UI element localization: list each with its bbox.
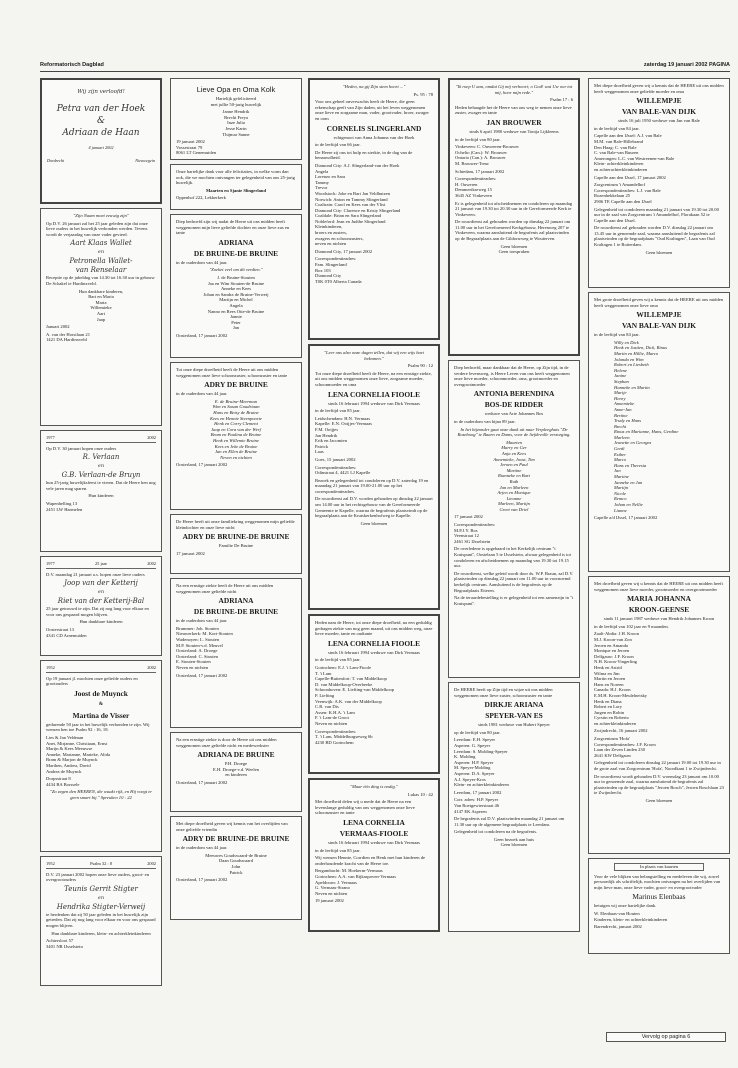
ad-body-3: De rouwdienst zal D.V. worden gehouden op dinsdag 22 januari om 14.00 uur in het rechtsgebouw van de Gereformeerde Gemeente te Kapelle, waarna de begrafenis plaatsvindt op de begraafplaats aan de Kruiskerkenhofweg te Kapelle. [315,496,433,519]
conjunction: & [98,701,104,707]
ad-body: Op D.V. 30 januari hopen onze ouders [46,445,117,451]
deceased-age: in de leeftijd van 85 jaar. [315,657,361,663]
correspondence-address: Zorgcentrum 'Hofa' Correspondentieadres: J.F. Kroon Laan der Zeven Linden 230 2641 KW Delfgauw [594,736,656,758]
deceased-name-2: DE BRUINE-DE BRUINE [193,607,279,617]
ad-signature: Geen bloemen [360,520,388,526]
ad-date: Januari 2002 [46,324,70,330]
ad-quote: In het bijzonder gaat onze dank uit naar Verpleeghuis "De Rozeboog" te Baarn en Dams, voor de liefdevolle verzorging. [457,426,571,438]
family-names: J. de Bruine-Stouten Jaa en Wim Stouten-de Bruine Anneke en Kees Johan en Sandra de Bruine-Verweij Martijn en Michel Angela Nanno en Rees Otte-de Bruine Jannie Peter Jan [203,274,269,331]
obituary-ad-adry [170,362,302,510]
deceased-spouse: sinds 16 februari 1994 weduwe van Dirk Vermaas [328,649,420,655]
year-left: 1952 [46,665,55,670]
ad-subtitle: Hartelijk gefeliciteerd met jullie 50-jarig huwelijk [210,96,262,107]
ad-body-2: De begrafenis zal D.V. plaatsvinden maandag 21 januari om 11.30 uur op de algemene begraafplaats te Leerdam. [454,816,565,827]
city-left: Dordrecht [47,158,65,163]
deceased-name: JAN BROUWER [486,117,542,127]
column-3 [308,78,440,936]
ad-title: Lieve Opa en Oma Kolk [196,85,276,94]
ad-body: Na een ernstige ziekte heeft de Heere uit ons midden weggenomen onze geliefde nicht [176,583,274,594]
deceased-spouse: sinds 6 april 1980 weduwe van Tonija Lijkleems [469,128,559,134]
ad-signature: Geen bloemen [645,798,673,803]
deceased-name: ADRY DE BRUINE-DE BRUINE [182,834,290,844]
ad-body: Voor ons geheel onverwachts heeft de Heere, die geen rekenschap geeft van Zijn daden, uit het leven weggenomen onze lieve en zorgzame man, vader, grootvader, broer, zwager en oom [315,99,429,121]
engagement-ad [40,78,162,204]
page-header [40,62,730,72]
deceased-spouse: weduwe van Arie Johannes Bos [484,411,544,417]
correspondence-address: Corr. adres: H.P. Speyer Van Roetgewierstraat 46 4147 EK Asperen [454,797,500,814]
ad-body: Met droefheid geven wij u kennis dat de HEERE uit ons midden heeft weggenomen onze lieve moeder, grootmoeder en overgrootmoeder [594,581,723,592]
person-name-1: Teunis Gerrit Stigter [64,884,138,893]
family-names: Capelle aan den IJssel: A.J. van Bale M.M. van Bale-Hillebrand Den Haag: C. van Bale C. van Bale-van Buuren Amerongen: L.C. van Westreenen-van Bale Klein- achterkleinkinderen en achterachterkleinkinderen [594,133,675,172]
deceased-spouse: echtgenoot van Anna Johanna van der Hoek [333,134,415,140]
ad-body-3: De rouwdienst zal gehouden worden D.V. dinsdag 22 januari om 13.45 uur in genoemde zaal, waarna aansluitend de begrafenis zal plaatsvinden op de begraafplaats "Oud Kralingen", Laan van Oud Kralingen 1 te Rotterdam. [594,225,715,248]
ad-body: Diep bedroefd, maar dankbaar dat de Heere, op Zijn tijd, in de verdere levensweg, is Heere Leven van ons heeft weggenomen onze lieve moeder, schoonmoeder, oma, grootmoeder en overgrootmoeder [454,365,570,387]
family-names: Janne Hendrik Brecht Freya Inze Julia Jesse Karin Thijmar Sanne [222,109,250,137]
family-names: Willy en Dick Henk en Justien, Dick, Rinus Martin en Hillie, Marco Jolanda en Wim Robert en Liesbeth Helene Janine Stephan Hanneke en Martin Marije Henry Annemieke Anne-Jan Bertine Trudy en Hans Brecht Rinus en Marianne, Hans, Gerdine Marleen Jeanette en Georges Gerdi Esther Marco Hans en Theresia Jan Martine Janneke en Jan Martijn Nicole Remco Johan en Nellie Lianne [614,339,679,513]
person-name-2: Hendrika Stigter-Verweij [56,902,146,911]
deceased-age: in de leeftijd van 66 jaar. [315,142,361,148]
conjunction: en [97,463,105,470]
ad-body-2: De overledene is opgebaard in het Kerkelijk centrum "t Kruispunt", Oostelaan 5 te IJsselstein, alwaar gelegenheid is tot condoleren en afscheidnemen op maandag van 19.30 tot 19.15 uur. [454,546,571,569]
ad-body: D.V. maandag 21 januari a.s. hopen onze lieve ouders [46,571,145,577]
ad-body-2: te herdenken dat zij 50 jaar geleden in het huwelijk zijn getreden. Dat zij nog lang voor elkaar en voor ons gespaard mogen blijven. [46,911,156,928]
newspaper-name: Reformatorisch Dagblad [40,62,104,68]
deceased-age: in de ouderdom van 44 jaar. [176,845,228,851]
person-name-2: G.B. Verlaan-de Bruyn [61,471,141,480]
person-name-1: Joost de Muynck [74,688,128,698]
continue-on-page-link[interactable]: Vervolg op pagina 6 [606,1032,726,1042]
bible-quote: "Zo zegen den HEEREN, die waakt rijk, en Hij voegt er geen smart bij." Spreuken 10 : 22 [49,789,153,800]
ad-body: De HEERE heeft op Zijn tijd en wijze uit ons midden weggenomen onze lieve zuster, schoonzuster en tante [454,687,553,698]
deceased-age: in de ouderdom van 44 jaar. [176,618,228,624]
obituary-ad-speyer [448,682,580,932]
anniversary-ad-stigter [40,856,162,986]
anniversary-ad-ketterij [40,556,162,656]
year-right: 2002 [147,861,156,866]
person-name: Maarten en Sjanie Slingerland [205,187,267,193]
ad-place-date: Diamond City, 17 januari 2002 [315,248,372,254]
family-names: Hun dankbare kinderen, klein- en achterkleinkinderen [51,930,151,936]
column-5 [588,78,730,958]
family-names: W. Elenbaas-van Houten Kinderen, klein- en achterkleinkinderen [594,910,668,922]
obituary-ad-fioole-2 [308,614,440,774]
ad-place-date: Oosterland, 17 januari 2002 [176,672,228,678]
family-names: Bergambacht: M. Hoekerm-Vermaas Gorinchem: A.A. van Rijkaspoven-Vermaas Apeldoorn: J. Vermaas G. Vermaas-Strano Neven en nichten [315,868,397,896]
deceased-age: op de leeftijd van 80 jaar. [454,729,501,735]
engagement-heading: Wij zijn verloofd! [77,89,125,95]
person-name-2: Riet van der Ketterij-Bal [57,597,145,606]
ad-signature: Geen bezoek aan huis Geen bloemen [493,836,535,848]
family-names: P.H. Droege E.H. Droege-v.d. Weelen en kinderen [213,761,259,778]
obituary-ad-bos-de-ridder [448,360,580,678]
ad-body-3: De rouwdienst zal gehouden worden op dinsdag 22 januari om 11.00 uur in het Gereformeerd Kerkgebouw, Herenweg 207 te Vinkeveen, waarna aansluitend de begrafenis zal plaatsvinden op de Begraafplaats aan de Gildorsrweg te Wouterven. [455,219,571,242]
family-names: E. de Bruine-Meerman Wim en Susan Goudriaan Hans en Betsy de Bruine Kees en Hennie Steenpoorte Henk en Corry Clement Jaap en Cora van der Werf Bram en Paulina de Bruine Henk en Willemie Bruine Kees en Jeke de Bruine Jan en Ellen de Bruine Neven en nichten [210,398,262,460]
deceased-spouse: sinds 16 juli 1950 weduwe van Jan van Bale [618,118,700,124]
ad-place-date: 19 januari 2002 [315,898,344,904]
obituary-ad-van-bale-1 [588,78,730,288]
correspondence-address: Correspondentieadres: T. 't Lam, Middelburgseweg 6b 4230 BD Gorinchem [315,728,373,745]
ad-body-2: Wij wensen Hennie, Corrdien en Henk met hun kinderen de onderhoudende kracht van de Heere toe. [315,855,426,866]
column-2 [170,78,302,924]
obituary-ad-vermaas-fioole [308,778,440,932]
ad-body-2: betuigen wij onze hartelijke dank. [594,903,657,909]
deceased-age: in de leeftijd van 84 jaar. [594,332,640,338]
ad-body-3: Gelegenheid tot condoleren na de begrafenis. [454,829,538,835]
ampersand: & [96,116,105,126]
deceased-name: LENA CORNELIA FIOOLE [328,389,420,399]
ad-signature: Familie De Bruine [218,543,254,549]
ad-body-3: De rouwdienst, welke geleid wordt door ds. W.P. Braun, zal D.V. plaatsvinden op dinsdag 22 januari om 11.00 uur in voornoemd kerkelijk centrum. Aansluitend is de begrafenis op de Begraafplaats Eiteren. [454,570,574,593]
obituary-ad-van-bale-2 [588,292,730,572]
ad-body: Diep bedroefd zijn wij nadat de Heere uit ons midden heeft weggenomen mijn lieve geliefde dochter en onze lieve zus en tante [176,219,290,236]
ad-body: Onze hartelijke dank voor alle felicitaties, in welke vorm dan ook, die we mochten ontvangen ter gelegenheid van ons 25-jarig huwelijk. [176,169,295,186]
deceased-name-1: DIRKJE ARIANA [484,700,544,710]
deceased-name: ADRY DE BRUINE [204,380,268,390]
deceased-name-2: DE BRUINE-DE BRUINE [193,248,279,258]
correspondence-address: Zorgcentrum 't Amandelhof Correspondentieadres: L.J. van Bale Rozenhekkelaan 25 2906 TE Capelle aan den IJssel [594,182,661,204]
person-name-1: Aart Klaas Wallet [70,239,132,248]
ad-body: Heden behaagde het de Heere van ons weg te nemen onze lieve zuster, zwager en tante [455,104,572,116]
deceased-name-2: BOS-DE RIDDER [484,400,544,410]
ad-place-date: Oosterland, 17 januari 2002 [176,877,228,883]
ad-address: Oosterstraat 13 4341 CD Arnemuiden [46,626,87,638]
deceased-name: ADRY DE BRUINE-DE BRUINE [182,532,290,542]
person-name-2: Martina de Visser [72,710,130,720]
ad-body: Voor de vele blijken van belangstelling en medeleven die wij, zowel persoonlijk als schriftelijk, mochten ontvangen na het overlijden van mijn lieve man, onze lieve vader, groot- en overgrootvader [594,873,721,890]
ad-quote: "Zoeket veel om dit verdien." [209,267,263,273]
deceased-spouse: sinds 11 januari 1987 weduwe van Hendrik Johannes Kroon [603,616,715,622]
bible-reference: Lukas 10 : 42 [407,791,433,797]
ad-place-date: Oosterland, 17 januari 2002 [176,779,228,785]
ad-place-date: Oosterland, 17 januari 2002 [176,462,228,468]
conjunction: en [97,249,105,256]
deceased-name-1: ADRIANA [218,237,254,247]
ad-body-4: Na de teraardebestelling is er gelegenheid tot een samenzijn in "t Kruispunt". [454,595,574,606]
deceased-name: LENA CORNELIA FIOOLE [328,638,420,648]
family-names: Leidschendam: H.N. Vermaas Kapelle: E.N. Ooijjes-Vermaas F.M. Ooijjes Jan Hendrik Erik en Jacomien Patrick Laas [315,415,372,455]
ad-address: A. van der Horstlaan 21 1421 DA Hardinxveld [46,331,91,343]
deceased-name-1: LENA CORNELIA [343,817,405,827]
family-names: Hun dankbare kinderen [79,619,123,625]
obituary-ad-fioole-1 [308,344,440,610]
anniversary-ad-wallet [40,208,162,426]
deceased-age: in de leeftijd van 85 jaar. [315,408,361,414]
family-names: Gorinchem: E.J. 't Lam-Fioole T. 't Lam Capelle-Buitenfort: T. van Middelkoop D. van Middelkoop-Overbeeke Schoonhoven: E. Liefting-van Middelkoop P. Liefting Veenwijk: A.K. van der Middelkoop C.R. van Dis Assen: K.H.A. 't Lam F. 't Lam-de Groot Neven en nichten [315,664,395,726]
conjunction: en [97,894,105,901]
person-name-2: Petronella Wallet- [69,257,133,266]
ad-address: Achtersloot 57 3401 NR IJsselstein [46,938,83,949]
family-names: Leerdam: E.H. Speyer Asperen: G. Speyer Leerdam: S. Molding-Speyer K. Molding Asperen: H.P. Speyer M. Speyer-Molding Asperen: D.A. Speyer A.J. Speyer-Kros Klein- en achterkleinkinderen [454,737,509,788]
family-names: Hun dankbare kinderen, Bart en Maria Maria Willemieke Aart Jaap [78,288,124,322]
obituary-ad-family-de-bruine [170,514,302,574]
engagement-date: 4 januari 2002 [88,145,114,150]
ad-quote: "Heden, na gij Zijn stem hoort ..." [342,84,406,89]
ad-body-2: Er is gelegenheid tot afscheidnemen en condoleren op maandag 21 januari van 19.30 tot 20.30 uur in de Gereformeerde Kerk te Vinkeveen. [455,200,573,217]
ad-quote: "Ik roep U aan, omdat Gij mij verhoort; o God! wat Uw oor tot mij, hoor mijn rede." [455,84,573,95]
ad-body: Met grote droefheid geven wij u kennis dat de HEERE uit ons midden heeft weggenomen onze lieve oma [594,297,724,308]
thanks-ad-elenbaas [588,858,730,954]
obituary-ad-brouwer [448,78,580,356]
ad-body: Op D.V. 26 januari zal het 25 jaar geleden zijn dat onze lieve ouders in het huwelijk verbonden werden. Tevens wordt de verjaardag van onze vader gevierd. [46,220,148,237]
deceased-age: in de ouderdom van 44 jaar. [176,259,228,265]
ad-body-2: Bezoek en gelegenheid tot condoleren op D.V. zaterdag 19 en maandag 21 januari van 19.00-21.00 uur op het correspondentieadres. [315,477,429,494]
family-names: Brummer: Joh. Stouten Nieuwerkerk: M. Kort-Stouten Wadenoyen: L. Stouten M.P. Stouten-v.d. Meuvel Oosterland: A. Droege Oosterland: C. Stouten E. Stouten-Stouten Neven en nichten [176,625,233,670]
city-right: Nieuwegein [135,158,155,163]
anniversary-ad-verlaan [40,430,162,552]
ad-place-date: 17 januari 2002 [454,514,483,520]
thanks-ad-slingerland [170,164,302,210]
ad-body: Heden nam de Heere, tot onze diepe droefheid, na een geduldig gedragen ziekte van nog geen maand, uit ons midden weg, onze lieve moeder, tante en oudtante [315,620,433,637]
person-name-1: Joop van der Ketterij [64,579,138,588]
ad-body: D.V. 23 januari 2002 hopen onze lieve ouders, groot- en overgrootouders [46,871,149,883]
ad-place-date: Leerdam, 17 januari 2002 [454,789,502,795]
bible-reference: Psalm 17 : 6 [550,97,573,103]
ad-body-2: gedurende 50 jaar in het huwelijk verbonden te zijn. Wij wensen hen toe Psalm 92 : 16, 18. [46,721,150,733]
ad-place-date: Barendrecht, januari 2002 [594,924,642,930]
year-right: 2002 [147,561,156,566]
page-date: zaterdag 19 januari 2002 PAGINA [643,62,730,68]
deceased-age: in de leeftijd van 84 jaar. [594,125,640,131]
ad-quote: "Leer ons alzo onze dagen tellen, dat wij een wijs hart bekomen." [324,350,424,361]
engaged-name-2: Adriaan de Haan [62,128,140,138]
family-names: Vinkeveen: C. Ouweeren-Brouwer Ochelto (Can.): W. Brouwer Ontario (Can.): A. Brouwer M. Brouwer-Treur [455,144,519,166]
ad-body: Met droefheid delen wij u mede dat de Heere na een levenslange geduldig van ons weggenomen onze lieve schoonzuster en tante [315,799,415,816]
ad-body-2: De Heere zij ons tot hulp en sterkte, in de dag van de benauwdheid. [315,149,413,161]
family-names: Hun kinderen [88,493,114,499]
psalm-reference: Psalm 32 : 8 [90,861,112,866]
deceased-name-2: KROON-GEENSE [628,605,690,615]
ad-place-date: Oosterland, 17 januari 2002 [176,332,228,338]
bible-reference: Psalm 90 : 12 [407,363,433,369]
year-right: 2002 [147,435,156,440]
deceased-name-2: VAN BALE-VAN DIJK [621,107,697,117]
ad-address: Oppenhof 222, Lekkerkerk [176,195,226,201]
deceased-name-1: ANTONIA BERENDINA [473,389,555,399]
ad-body: Met diepe droefheid geven wij kennis van het overlijden van onze geliefde vriendin [176,821,288,832]
deceased-name-2: SPEYER-VAN ES [485,711,543,721]
obituary-ad-adriana-family [170,214,302,358]
ad-body: Tot onze diepe droefheid heeft de Heere uit ons midden weggenomen onze lieve schoonzuster, schoonzuster en tante [176,367,288,378]
ad-place-date: Schiedam, 17 januari 2002 [455,168,505,174]
ad-address: 19 januari 2002 Vossestraat 79 8061 LT Genemuiden [176,139,217,156]
ad-body-2: Receptie op de jubeldag van 14.30 tot 16.30 uur in gebouw De Schakel te Hardinxveld. [46,275,155,286]
obituary-ad-slingerland [308,78,440,340]
ad-quote: "Zijn Naam moet eeuwig zijn" [73,213,129,218]
deceased-name: CORNELIS SLINGERLAND [326,123,422,133]
ad-body-3: De rouwdienst wordt gehouden D.V. woensdag 23 januari om 10.00 uur in genoemde zaal, waarna aansluitend de begrafenis zal plaatsvinden op de begraafplaats "Jeroen Bosch", Jeroen Boschlaan 23 te Zwijndrecht. [594,773,724,796]
correspondence-address: Correspondentieadres: Fam. Slingerland Box 103 Diamond City T0K 0T0 Alberta Canada [315,256,362,284]
family-names: Maarten Marry en Ger Anja en Kees Annemieke, Joost, Tim Jeroen en Paul Martine Rianneke en Bart Ruth Jan en Marleen Arjen en Monique Lieanne Marleen, Martijn Greet van Driel [493,439,535,512]
year-left: 1977 [46,561,55,566]
family-names: Lies & Jan Veldman Anet, Mirjanne, Christiaan, Ernst Marijn & Kees Meeuwse Anneke, Marianne, Marieke, Alida Bram & Marjon de Muynck Marthen, Andrea, David Andrea de Muynck [46,734,111,774]
ad-body: Tot onze diepe droefheid heeft de Heere, na een ernstige ziekte, uit ons midden weggenomen onze lieve, zorgzame moeder, schoonmoeder en oma [315,370,432,387]
ad-place-date: Capelle a/d IJssel, 17 januari 2002 [594,515,658,521]
ad-body-2: hun 25-jarig huwelijksfeest te vieren. Dat de Heere hen nog vele jaren mag sparen. [46,480,156,491]
deceased-spouse: sinds 1981 weduwe van Hubert Speyer [478,722,550,728]
correspondence-address: Correspondentieadres: M.P.J.Y. Bos Veenstraat 12 2461 SG IJsselstein [454,522,496,544]
ad-body: Na een ernstige ziekte is door de Heere uit ons midden weggenomen onze geliefde nicht en medewerkster [176,737,277,748]
engaged-name-1: Petra van der Hoek [56,104,146,114]
person-name: Marinus Elenbaas [632,892,686,902]
ad-signature: Geen bloemen [645,249,673,255]
bible-reference: Ps. 95 : 78 [413,91,433,97]
column-4 [448,78,580,936]
ad-title: In plaats van kaarten [614,863,704,871]
obituary-ad-friend [170,816,302,920]
family-names: Zaalt-Abdia: J.H. Kroon M.J. Kroon-van Zon Jeroen en Amanda Monique en Jeroen Delfgauw: J.F. Kroon N.H. Kroon-Vingerling Henk en Astrid Wilma en Jim Martin en Jeroen Hans en Noreen Canada: H.J. Kroon E.M.H. Kroon-Meulelneisky Henk en Diana Robert en Lory Jurgen en Robin Cyrstin en Roberto en achterkleinkinderen [594,631,648,726]
ad-signature: Geen bloemen Geen toespraken [498,243,530,255]
deceased-name-1: MARIA JOHANNA [627,594,691,604]
ad-body-2: 25 jaar getrouwd te zijn. Dat zij nog lang voor elkaar en voor ons gespaard mogen blijven. [46,606,149,617]
deceased-age: in de leeftijd van 80 jaar. [455,136,501,142]
family-names: Diamond City: A.J. Slingerland-van der Hoek Angela Lorenzo en Sara Tammy Trevor Woodstock: Joke en Bart Jan Veldhuizen Norwich: Anton en Tammy Slingerland Coaltrain: Carol en Kees van der Vlist Diamond City: Clarence en Kristy Slingerland Coaldale: Brian en Sara Slingerland Nobleford: Jean en Judthe Slingerland Kleinkinderen, broers en zusters, zwagers en schoonzusters, neven en nichten [315,162,401,247]
year-left: 1952 [46,861,55,866]
correspondence-address: Correspondentieadres: Odinstraat 4, 4421 LJ Kapelle [315,464,371,476]
ad-body: De Heere heeft uit onze familiekring weggenomen mijn geliefde kleindochter en onze lieve nicht [176,519,295,530]
ad-body-2: Gelegenheid tot condoleren dinsdag 22 januari 19.00 tot 19.30 uur in de grote zaal van Zorgcentrum 'Hofa', Noordkant 1 te Zwijndrecht. [594,760,721,772]
ad-body: Met diepe droefheid geven wij u kennis dat de HEERE uit ons midden heeft weggenomen onze geliefde moeder en oma [594,83,724,94]
deceased-name-1: WILLEMPJE [636,96,682,106]
congratulations-ad-kolk [170,78,302,160]
person-name-1: R. Verlaan [82,453,120,462]
year-left: 1977 [46,435,55,440]
obituary-ad-employer [170,732,302,812]
anniversary-label: 25 jaar [94,561,108,566]
column-1 [40,78,162,990]
deceased-name-1: ADRIANA [218,596,254,606]
ad-body: Op 19 januari jl. mochten onze geliefde ouders en grootouders [46,675,138,687]
ad-body-2: Gelegenheid tot condoleren maandag 21 januari van 19.30 tot 20.00 uur in de zaal van Zorgcentrum 't Amandelhof, Florakaan 52 te Capelle aan den IJssel. [594,206,719,223]
anniversary-ad-muynck [40,660,162,852]
deceased-name-1: WILLEMPJE [636,310,682,320]
ad-place-date: Zwijndrecht, 16 januari 2002 [594,728,648,734]
year-right: 2002 [147,665,156,670]
ad-address: Dorpsstraat 8 4434 BA Borssele [46,776,80,787]
ad-address: Wapenhelling 13 2451 LW Harmelen [46,500,83,512]
obituary-ad-kroon-geense [588,576,730,854]
deceased-name: ADRIANA DE BRUINE [197,750,275,760]
deceased-age: in de ouderdom van 44 jaar. [176,391,228,397]
ad-place-date: Capelle aan den IJssel, 17 januari 2002 [594,174,666,180]
ad-place-date: Goes, 15 januari 2002 [315,456,356,462]
deceased-spouse: sinds 16 februari 1994 weduwe van Dirk Vermaas [328,400,420,406]
deceased-name-2: VERMAAS-FIOOLE [339,828,409,838]
ad-quote: "Maar één ding is nodig." [350,784,398,789]
obituary-ad-niece [170,578,302,728]
deceased-age: in de leeftijd van 85 jaar. [315,847,361,853]
deceased-spouse: sinds 16 februari 1994 weduwe van Dirk Vermaas [328,839,420,845]
deceased-age: in de ouderdom van bijna 89 jaar. [454,418,516,424]
ad-place-date: 17 januari 2002 [176,550,205,556]
person-name-3: van Renselaar [75,266,127,275]
deceased-name-2: VAN BALE-VAN DIJK [621,321,697,331]
correspondence-address: Correspondentieadres: H. Ouweren Demmerikseweg 15 3645 AZ Vinkeveen [455,176,497,198]
conjunction: en [97,589,105,596]
deceased-age: in de leeftijd van 102 jaar en 9 maanden. [594,623,669,629]
family-names: Meeuwes Goudswaard-de Bruine Daan Goudswaard John Patrick [205,852,267,875]
